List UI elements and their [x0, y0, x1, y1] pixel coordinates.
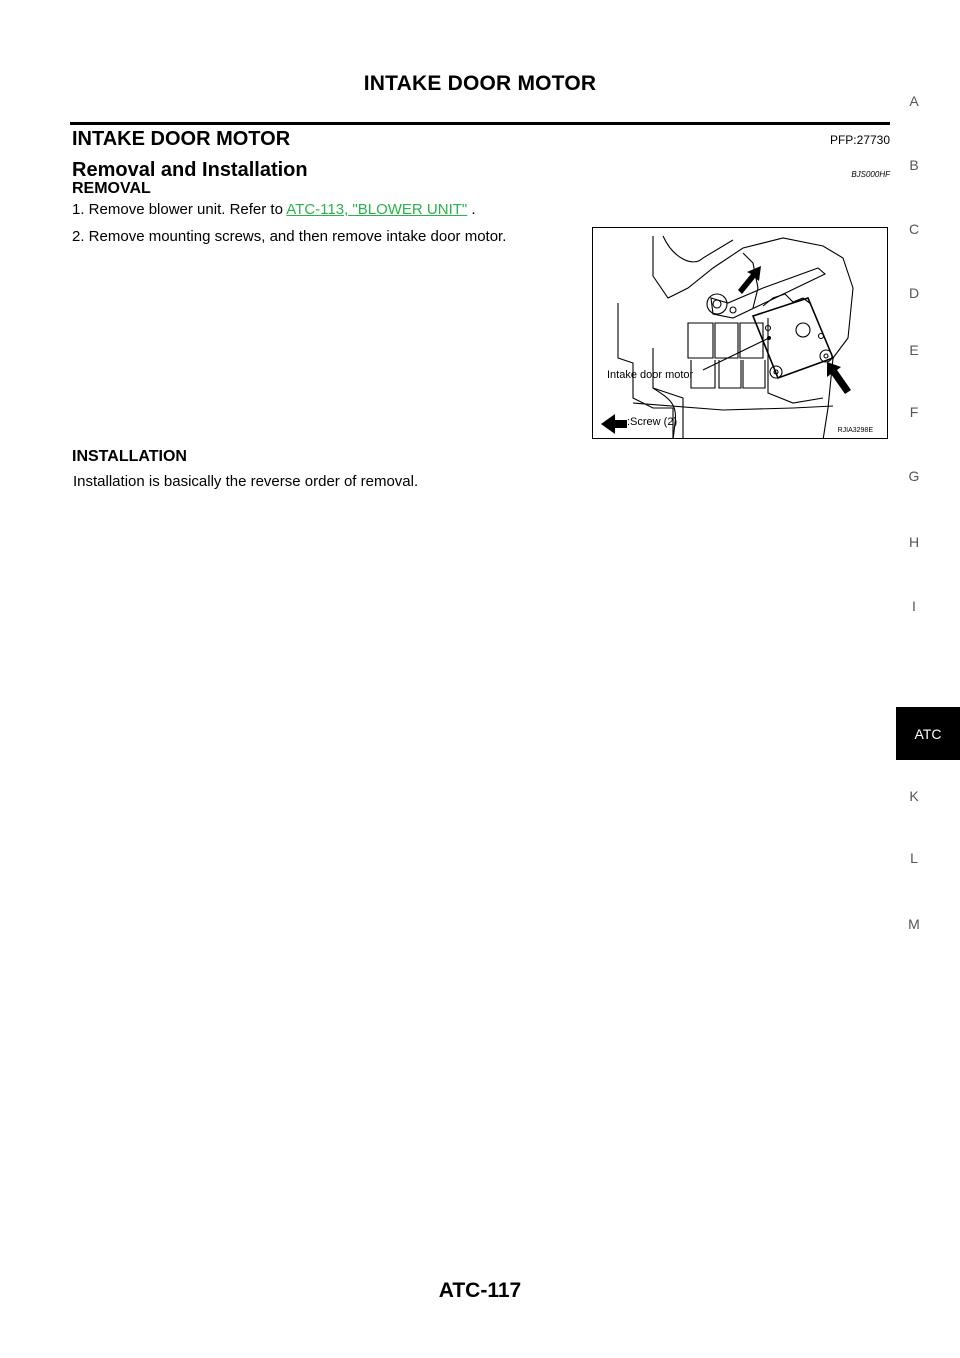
tab-b[interactable]: B [909, 157, 919, 173]
blower-unit-link[interactable]: ATC-113, "BLOWER UNIT" [286, 201, 468, 218]
tab-h[interactable]: H [908, 534, 920, 550]
tab-k[interactable]: K [909, 788, 919, 804]
header-rule [70, 122, 890, 125]
installation-text: Installation is basically the reverse order of removal. [73, 473, 419, 490]
tab-m[interactable]: M [908, 916, 920, 932]
tab-g[interactable]: G [908, 468, 920, 484]
removal-heading: REMOVAL [72, 180, 151, 197]
removal-step-2: 2. Remove mounting screws, and then remove intake door motor. [72, 228, 507, 245]
running-header: INTAKE DOOR MOTOR [363, 72, 597, 95]
tab-atc-active[interactable]: ATC [896, 707, 960, 760]
tab-a[interactable]: A [909, 93, 919, 109]
page-number: ATC-117 [438, 1279, 522, 1302]
figure-id: RJIA3298E [837, 427, 873, 434]
screw-legend-label: :Screw (2) [627, 416, 678, 428]
tab-d[interactable]: D [908, 285, 920, 301]
tab-l[interactable]: L [910, 850, 918, 866]
tab-i[interactable]: I [912, 598, 916, 614]
section-tab-strip [896, 0, 960, 1358]
step-1-text: 1. Remove blower unit. Refer to [72, 201, 287, 218]
part-code: PFP:27730 [829, 133, 890, 147]
tab-e[interactable]: E [909, 342, 919, 358]
installation-heading: INSTALLATION [72, 448, 187, 465]
step-1-suffix: . [467, 201, 476, 218]
removal-step-1 [72, 201, 476, 218]
subsection-title: Removal and Installation [72, 159, 308, 181]
screw-legend-arrow-icon [601, 414, 627, 434]
tab-c[interactable]: C [908, 221, 920, 237]
motor-callout-label: Intake door motor [607, 369, 694, 381]
section-title: INTAKE DOOR MOTOR [72, 128, 291, 150]
intake-door-motor-figure [592, 227, 888, 439]
tab-f[interactable]: F [909, 404, 919, 420]
reference-code: BJS000HF [851, 170, 890, 179]
figure-illustration [593, 228, 888, 439]
